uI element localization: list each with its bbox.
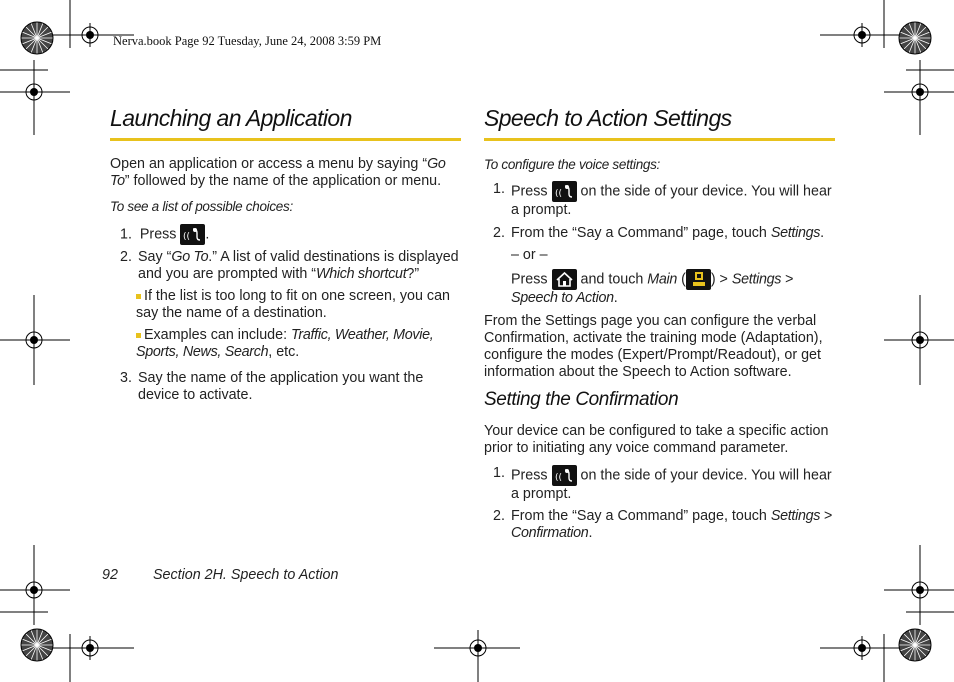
page-number: 92 (102, 567, 118, 583)
left-title-rule (110, 138, 461, 141)
right-step-1: 1. Press (( on the side of your device. You will hear a prompt. (493, 181, 832, 218)
or-separator: – or – (511, 247, 548, 263)
left-title: Launching an Application (110, 105, 352, 131)
left-bullet-1: If the list is too long to fit on one screen, you can say the name of a destination. (136, 288, 450, 321)
left-step-2: 2. Say “Go To.” A list of valid destinations is displayed and you are prompted with “Which shortcut?” (120, 249, 459, 282)
right-step-2: 2. From the “Say a Command” page, touch Settings. (493, 225, 825, 241)
right-paragraph-2: Your device can be configured to take a specific action prior to initiating any voice command parameter. (484, 423, 829, 456)
setting-confirmation-heading: Setting the Confirmation (484, 389, 679, 410)
footer-section: Section 2H. Speech to Action (153, 567, 339, 583)
left-bullet-2: Examples can include: Traffic, Weather, Movie, Sports, News, Search, etc. (136, 327, 434, 360)
page-header: Nerva.book Page 92 Tuesday, June 24, 2008 3:59 PM (113, 34, 382, 48)
left-intro: Open an application or access a menu by saying “Go To” followed by the name of the application or menu. (110, 156, 446, 189)
right-title-rule (484, 138, 835, 141)
main-menu-icon (686, 269, 711, 290)
svg-text:((: (( (554, 473, 562, 483)
left-step-1: 1. Press (( . (120, 224, 460, 245)
home-key-icon (552, 269, 577, 290)
right-subheading: To configure the voice settings: (484, 157, 661, 172)
right-title: Speech to Action Settings (484, 105, 732, 131)
voice-key-icon (180, 224, 205, 245)
confirm-step-2: 2. From the “Say a Command” page, touch Settings > Confirmation. (493, 508, 832, 541)
bullet-icon (136, 294, 141, 299)
svg-text:((: (( (183, 232, 191, 242)
left-subheading: To see a list of possible choices: (110, 199, 293, 214)
left-step-3: 3. Say the name of the application you want the device to activate. (120, 370, 424, 403)
right-paragraph: From the Settings page you can configure the verbal Confirmation, activate the training mode (Adaptation), configure the modes (Expert/Prompt/Readout), or get information about the Speech to Action software. (484, 313, 823, 380)
voice-key-icon (552, 465, 577, 486)
right-step-2-alt: Press and touch Main ( ) > Settings > Speech to Action. (511, 269, 835, 307)
confirm-step-1: 1. Press (( on the side of your device. You will hear a prompt. (493, 465, 832, 502)
svg-text:((: (( (554, 189, 562, 199)
bullet-icon (136, 333, 141, 338)
voice-key-icon (552, 181, 577, 202)
